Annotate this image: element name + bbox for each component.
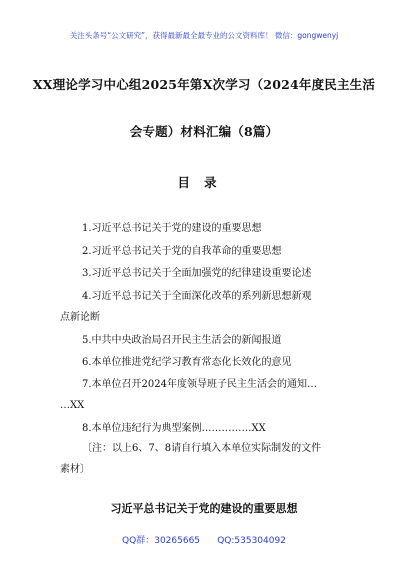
toc-item: 8.本单位违纪行为典型案例……………XX bbox=[82, 423, 266, 434]
document-title-line-2: 会专题）材料汇编（8篇） bbox=[129, 124, 279, 139]
section-title: 习近平总书记关于党的建设的重要思想 bbox=[110, 502, 298, 515]
toc-note: 〔注：以上6、7、8请自行填入本单位实际制发的文件 bbox=[82, 443, 322, 454]
toc-item: 7.本单位召开2024年度领导班子民主生活会的通知… bbox=[82, 379, 317, 390]
toc-item-continuation: 点新论断 bbox=[60, 312, 100, 323]
toc-item: 1.习近平总书记关于党的建设的重要思想 bbox=[82, 223, 262, 234]
contact-footer: QQ群：30265665 QQ:535304092 bbox=[122, 536, 286, 546]
toc-item: 4.习近平总书记关于全面深化改革的系列新思想新观 bbox=[82, 291, 312, 302]
toc-item-continuation: …XX bbox=[60, 400, 85, 411]
toc-heading: 目录 bbox=[177, 175, 231, 190]
toc-item: 3.习近平总书记关于全面加强党的纪律建设重要论述 bbox=[82, 268, 312, 279]
toc-item: 6.本单位推进党纪学习教育常态化长效化的意见 bbox=[82, 357, 292, 368]
toc-note-continuation: 素材〕 bbox=[60, 464, 90, 475]
toc-item: 2.习近平总书记关于党的自我革命的重要思想 bbox=[82, 246, 282, 257]
promo-header-note: 关注头条号“公文研究”，获得最新最全最专业的公文资料库！ 微信：gongwenyj bbox=[69, 31, 339, 40]
document-title-line-1: XX理论学习中心组2025年第X次学习（2024年度民主生活 bbox=[32, 77, 376, 92]
toc-item: 5.中共中央政治局召开民主生活会的新闻报道 bbox=[82, 335, 282, 346]
